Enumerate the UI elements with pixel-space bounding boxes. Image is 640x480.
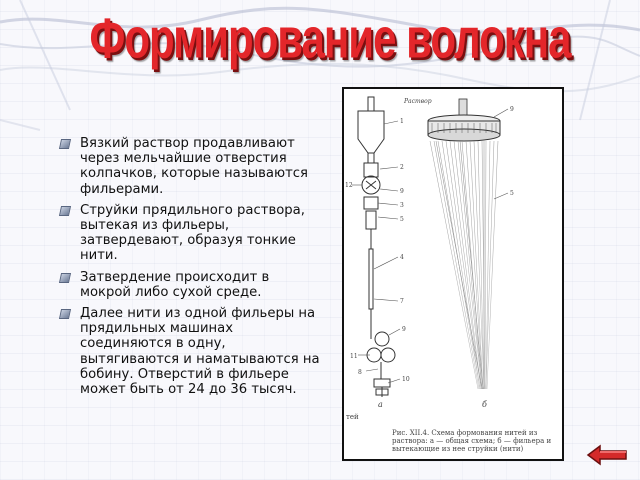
- diagram-number: 12: [345, 182, 353, 189]
- caption-fragment: тей: [346, 413, 359, 421]
- diagram-top-label: Раствор: [404, 98, 432, 105]
- figure-caption: Рис. XII.4. Схема формования нитей из раствора: а — общая схема; б — фильера и вытекающие из нее струйки (нити): [392, 429, 552, 453]
- back-arrow-icon: [586, 444, 628, 466]
- bullet-text: Затвердение происходит в мокрой либо сухой среде.: [80, 269, 270, 300]
- bullet-item: [60, 270, 320, 300]
- bullet-square-icon: [59, 273, 71, 283]
- slide-title: Формирование волокна: [89, 6, 571, 70]
- bullet-item: [60, 306, 320, 397]
- diagram-number: 3: [400, 202, 404, 209]
- bullet-square-icon: [59, 139, 71, 149]
- subfigure-label-b: б: [482, 400, 487, 409]
- bullet-list: [60, 136, 320, 403]
- diagram-number: 2: [400, 164, 404, 171]
- bullet-item: [60, 203, 320, 264]
- diagram-number: 8: [358, 369, 362, 376]
- diagram-number: 9: [400, 188, 404, 195]
- subfigure-label-a: а: [378, 400, 383, 409]
- diagram-number: 4: [400, 254, 404, 261]
- diagram-number: 5: [400, 216, 404, 223]
- back-button[interactable]: [586, 444, 628, 466]
- diagram-number: 11: [350, 353, 358, 360]
- diagram-number: 9: [510, 106, 514, 113]
- bullet-square-icon: [59, 309, 71, 319]
- diagram-number: 7: [400, 298, 404, 305]
- diagram-number: 10: [402, 376, 410, 383]
- diagram-number: 5: [510, 190, 514, 197]
- bullet-text: Далее нити из одной фильеры на прядильных машинах соединяются в одну, вытягиваются и наматываются на бобину. Отверстий в фильере может быть от 24 до 36 тысяч.: [80, 306, 320, 398]
- spinning-diagram-image: [344, 89, 562, 459]
- bullet-text: Струйки прядильного раствора, вытекая из фильеры, затвердевают, образуя тонкие нити.: [80, 202, 305, 264]
- bullet-item: [60, 136, 320, 197]
- spinning-diagram-figure: [342, 87, 564, 461]
- diagram-number: 9: [402, 326, 406, 333]
- diagram-number: 1: [400, 118, 404, 125]
- bullet-square-icon: [59, 206, 71, 216]
- bullet-text: Вязкий раствор продавливают через мельчайшие отверстия колпачков, которые называются фильерами.: [80, 136, 308, 197]
